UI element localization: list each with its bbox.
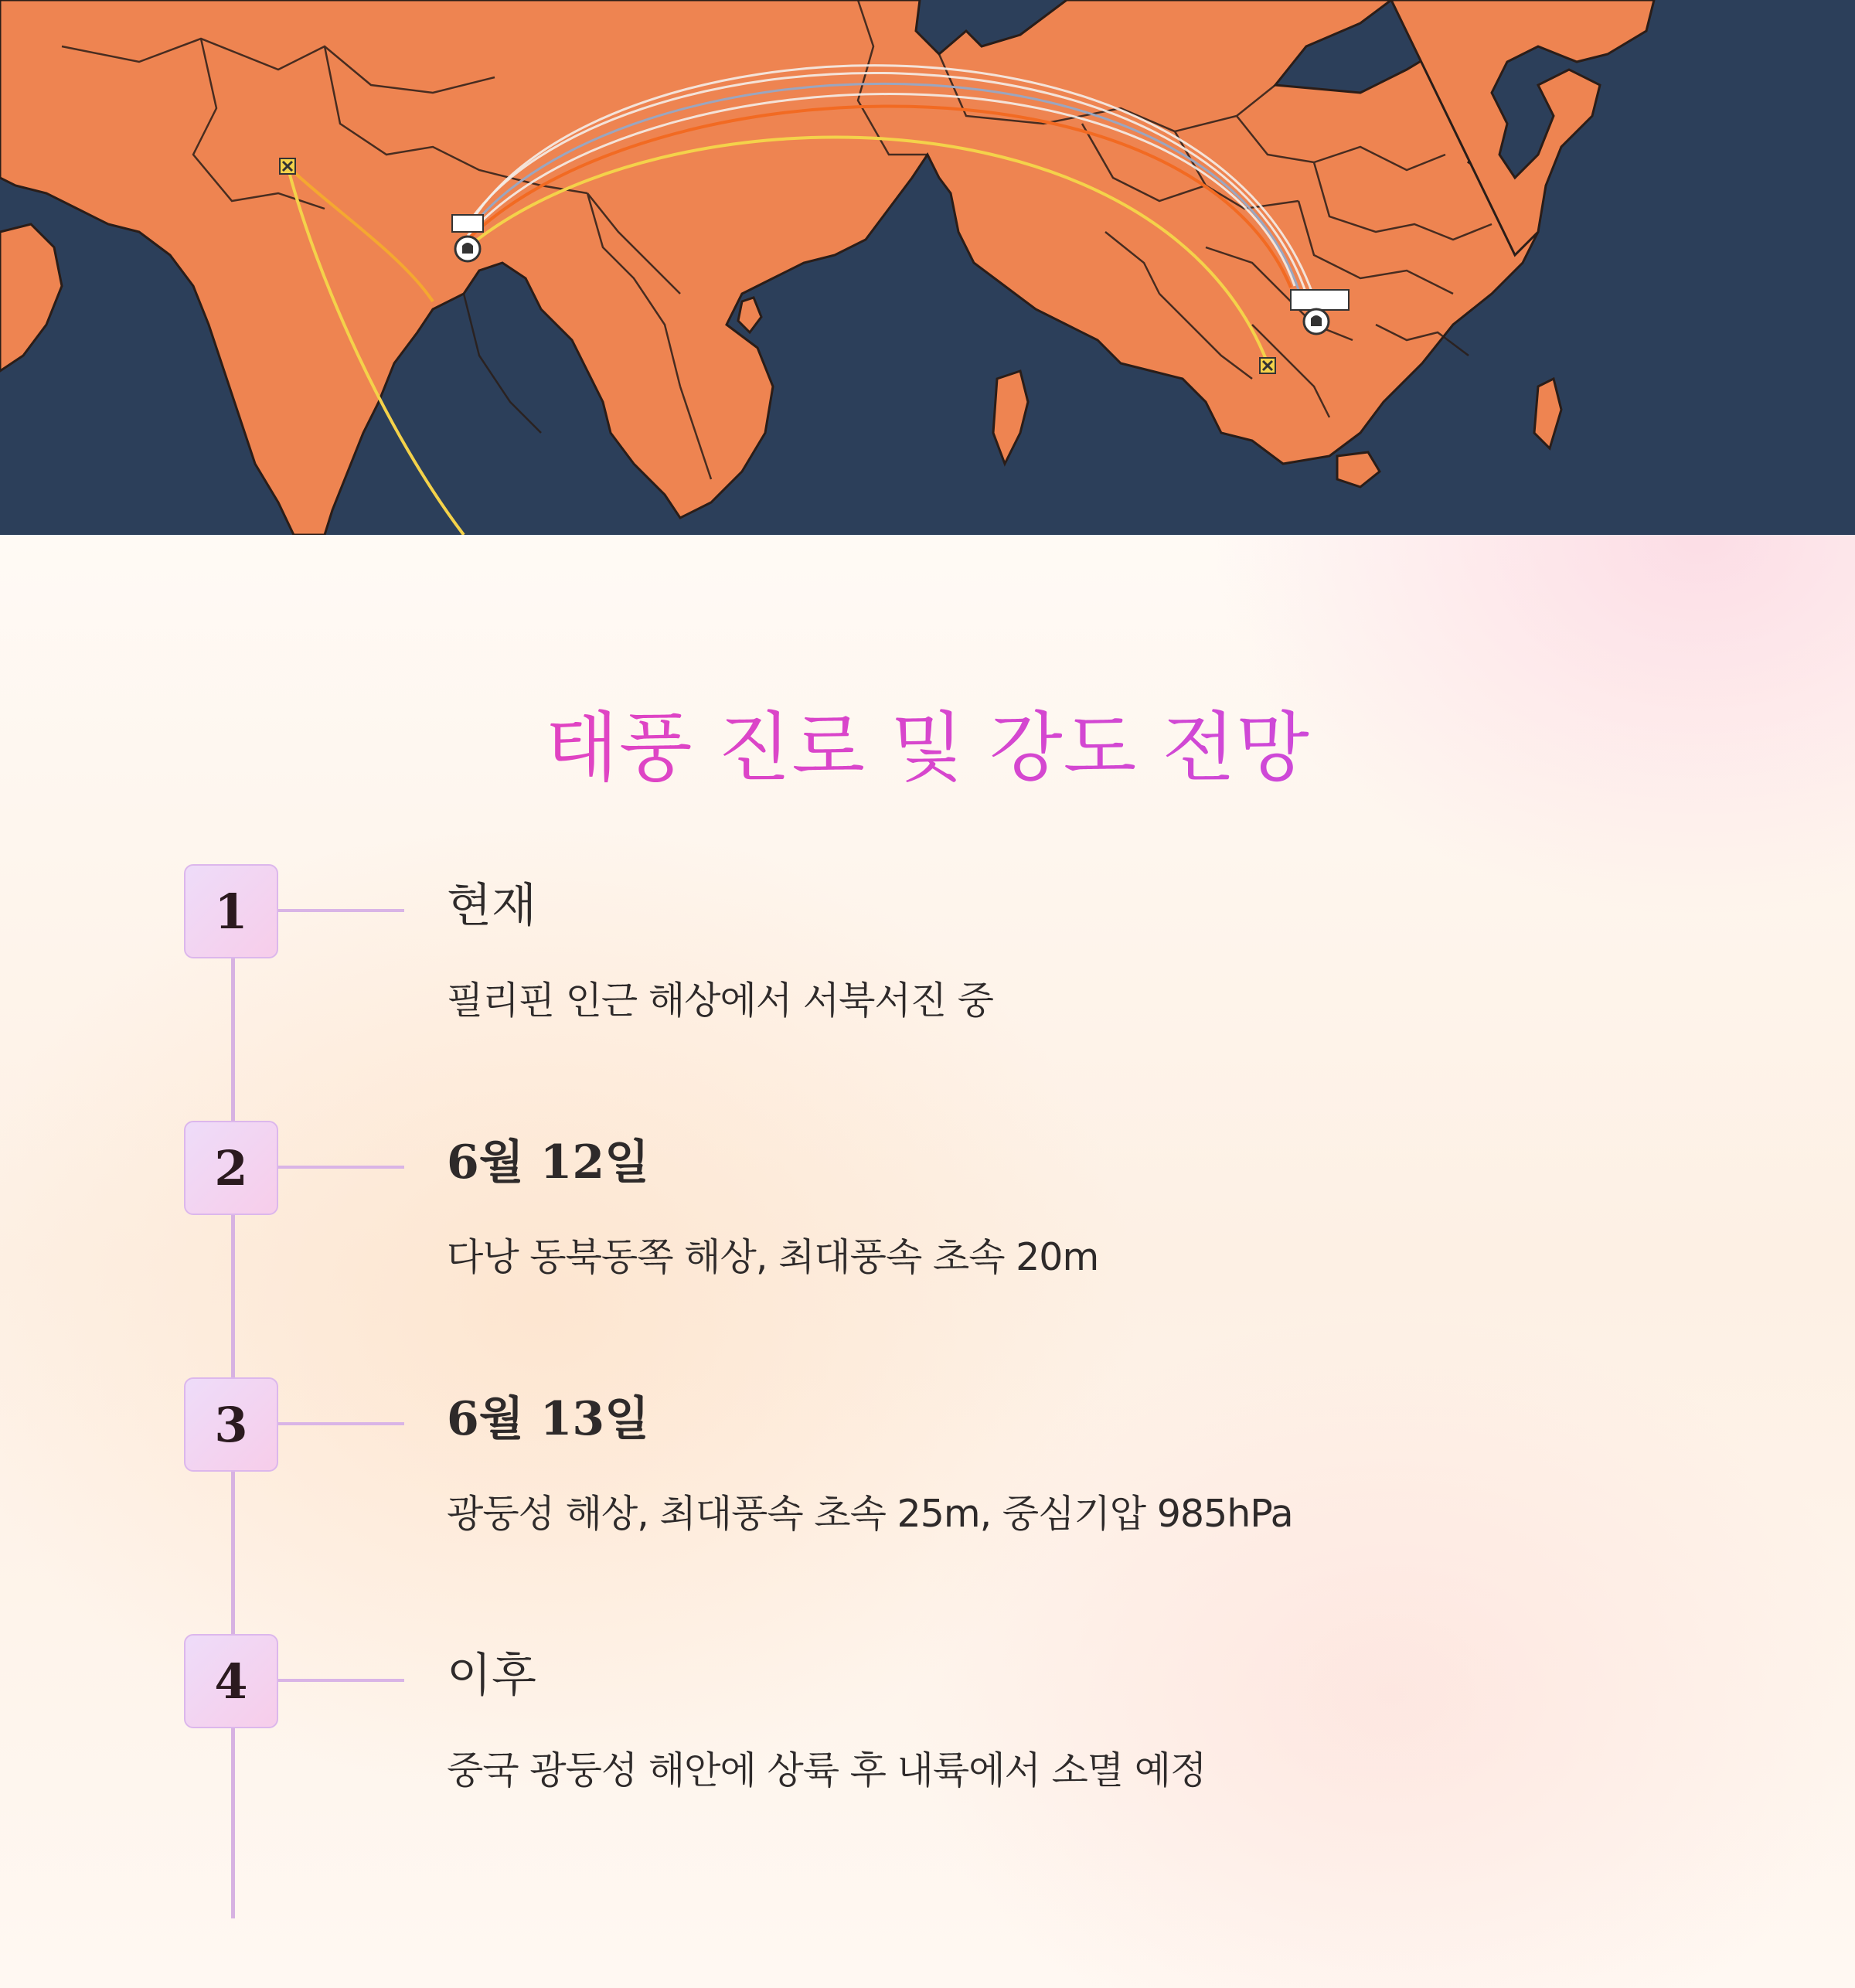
timeline — [0, 535, 1855, 1988]
step-number-badge: 2 — [184, 1121, 278, 1215]
step-connector — [278, 1679, 404, 1682]
step-title: 6월 12일 — [447, 1135, 650, 1190]
step-number-badge: 3 — [184, 1377, 278, 1472]
step-description: 중국 광둥성 해안에 상륙 후 내륙에서 소멸 예정 — [447, 1748, 1207, 1792]
step-title: 현재 — [447, 879, 536, 933]
section-title: 태풍 진로 및 강도 전망 — [0, 703, 1855, 795]
step-description: 필리핀 인근 해상에서 서북서진 중 — [447, 979, 993, 1023]
plus-marker-icon — [1260, 358, 1275, 373]
timeline-step-4 — [0, 1634, 1855, 1866]
route-map-canvas — [0, 0, 1855, 535]
step-title: 이후 — [447, 1649, 536, 1703]
step-number-badge: 1 — [184, 864, 278, 958]
step-title: 6월 13일 — [447, 1392, 650, 1446]
route-map — [0, 0, 1855, 535]
timeline-step-2 — [0, 1121, 1855, 1353]
step-connector — [278, 1166, 404, 1169]
forecast-section — [0, 535, 1855, 1988]
step-number-badge: 4 — [184, 1634, 278, 1728]
step-connector — [278, 909, 404, 912]
plus-marker-icon — [280, 158, 295, 174]
timeline-step-3 — [0, 1377, 1855, 1609]
step-description: 광둥성 해상, 최대풍속 초속 25m, 중심기압 985hPa — [447, 1492, 1293, 1536]
timeline-step-1 — [0, 864, 1855, 1096]
step-description: 다낭 동북동쪽 해상, 최대풍속 초속 20m — [447, 1235, 1099, 1279]
step-connector — [278, 1422, 404, 1425]
